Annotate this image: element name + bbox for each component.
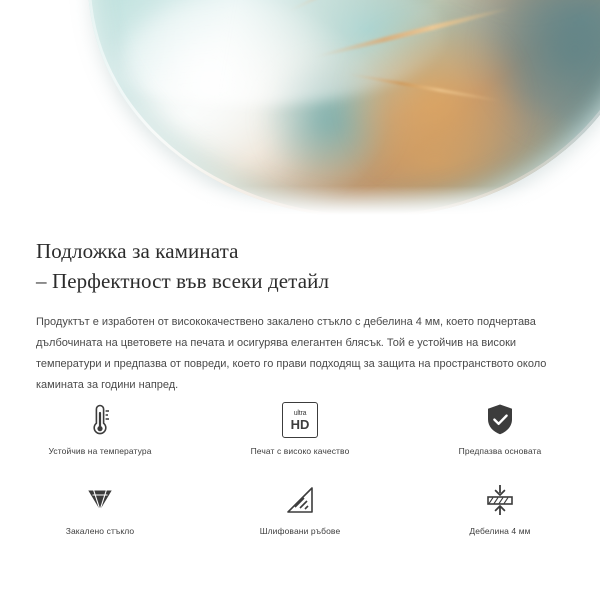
description-paragraph: Продуктът е изработен от висококачествено закалено стъкло с дебелина 4 мм, което подчертава дълбочината на цветовете на печата и осигурява елегантен блясък. Той е устойчив на високи температури и предпазва от повреди, което го прави подходящ за защита на пространството около камината за години напред. [36,316,547,391]
feature-label: Шлифовани ръбове [259,526,341,536]
ultra-hd-bottom-text: HD [290,416,310,432]
hero-image [0,0,600,222]
page-title [0,236,600,296]
thermometer-icon [83,398,117,442]
feature-label: Предпазва основата [458,446,542,456]
feature-item-tempered-glass [0,478,200,556]
feature-item-polished-edges [200,478,400,556]
feature-label: Дебелина 4 мм [469,526,531,536]
hero-bottom-fade [0,186,600,222]
feature-label: Печат с високо качество [250,446,350,456]
diamond-icon [81,478,119,522]
ultra-hd-icon [282,398,318,442]
feature-item-print-quality [200,398,400,476]
feature-grid [0,398,600,556]
shield-check-icon [482,398,518,442]
feature-item-surface-protection [400,398,600,476]
feature-item-temperature [0,398,200,476]
text-content [0,222,600,396]
feature-item-thickness [400,478,600,556]
ultra-hd-top-text: ultra [293,409,307,417]
feature-label: Закалено стъкло [65,526,135,536]
thickness-arrows-icon [482,478,518,522]
polished-edges-icon [282,478,318,522]
headline-line-2: – Перфектност във всеки детайл [36,269,330,293]
feature-label: Устойчив на температура [48,446,152,456]
headline-line-1: Подложка за камината [36,239,239,263]
